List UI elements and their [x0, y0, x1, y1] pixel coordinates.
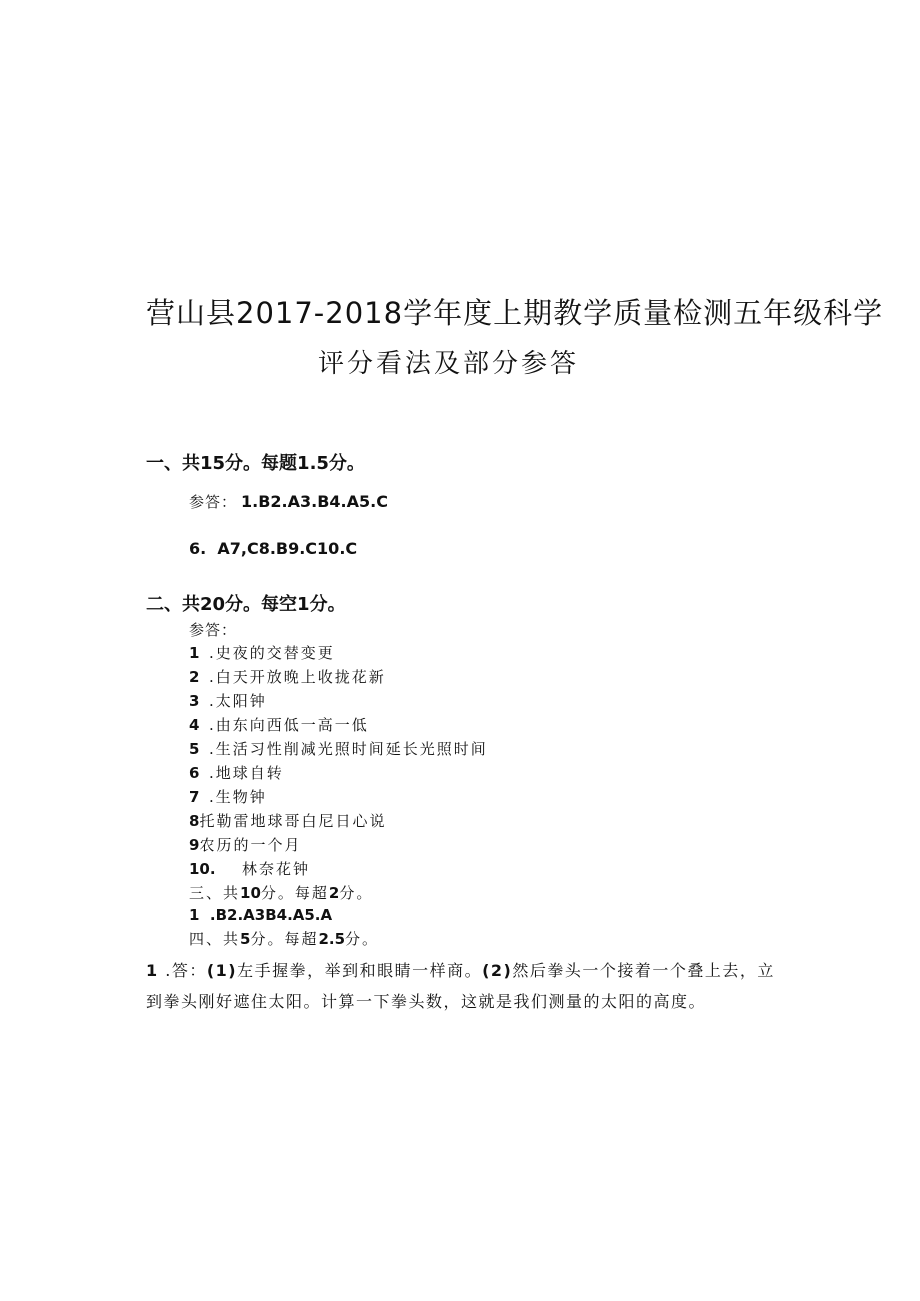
- item-number: 7: [189, 788, 200, 806]
- section4-answer-line1: [146, 958, 775, 981]
- list-item: [189, 642, 335, 663]
- section1-answers-text-1: 1.B2.A3.B4.A5.C: [241, 492, 388, 511]
- section4-heading: [189, 928, 379, 949]
- list-item: [189, 762, 284, 783]
- list-item: [189, 858, 310, 879]
- item-number: 2: [189, 668, 200, 686]
- item-text: .生活习性削减光照时间延长光照时间: [209, 740, 488, 758]
- item-number: 10.: [189, 860, 216, 878]
- section3-heading-prefix: 三、共: [189, 884, 241, 902]
- list-item: [189, 738, 488, 759]
- item-number: 5: [189, 740, 200, 758]
- section1-heading: 一、共15分。每题1.5分。: [146, 453, 365, 474]
- step2-text: 然后拳头一个接着一个叠上去，立: [512, 961, 775, 980]
- section4-heading-mid: 分。每超: [250, 930, 319, 948]
- section4-heading-points: 5: [240, 930, 251, 948]
- section4-answer-number: 1: [146, 961, 159, 980]
- item-text: 林奈花钟: [242, 860, 311, 878]
- section3-heading: [189, 882, 373, 903]
- item-number: 4: [189, 716, 200, 734]
- section1-answers-row1: [189, 491, 388, 512]
- section4-heading-suffix: 分。: [345, 930, 380, 948]
- list-item: [189, 690, 267, 711]
- item-text: .史夜的交替变更: [209, 644, 335, 662]
- item-text: .太阳钟: [209, 692, 267, 710]
- section4-answer-label: .答：: [158, 961, 207, 980]
- page-title: 营山县2017-2018学年度上期教学质量检测五年级科学: [146, 296, 884, 330]
- list-item: [189, 714, 369, 735]
- section2-answer-label: 参答：: [189, 621, 238, 639]
- section3-answers: 1 .B2.A3B4.A5.A: [189, 906, 333, 924]
- list-item: [189, 834, 301, 855]
- section3-heading-points: 10: [240, 884, 261, 902]
- item-number: 6: [189, 764, 200, 782]
- list-item: [189, 786, 267, 807]
- section3-heading-mid: 分。每超: [260, 884, 329, 902]
- item-text: .由东向西低一高一低: [209, 716, 369, 734]
- item-number: 8: [189, 812, 200, 830]
- section3-heading-each: 2: [328, 884, 340, 902]
- section1-answer-label: 参答：: [189, 493, 238, 511]
- list-item: [189, 810, 386, 831]
- step1-text: 左手握拳，举到和眼睛一样商。: [237, 961, 483, 980]
- item-text: .生物钟: [209, 788, 267, 806]
- item-text: .白天开放晚上收拢花新: [209, 668, 386, 686]
- list-item: [189, 666, 386, 687]
- section3-heading-suffix: 分。: [339, 884, 374, 902]
- section4-answer-line2: 到拳头刚好遮住太阳。计算一下拳头数，这就是我们测量的太阳的高度。: [146, 992, 707, 1011]
- item-text: .地球自转: [209, 764, 284, 782]
- section1-answers-row2: 6. A7,C8.B9.C10.C: [189, 539, 358, 558]
- step2-marker: (2): [482, 961, 513, 980]
- item-text: 农历的一个月: [199, 836, 302, 854]
- item-number: 1: [189, 644, 200, 662]
- step1-marker: (1): [206, 961, 238, 980]
- section4-heading-prefix: 四、共: [189, 930, 241, 948]
- section2-heading: 二、共20分。每空1分。: [146, 594, 346, 615]
- item-number: 9: [189, 836, 200, 854]
- item-text: 托勒雷地球哥白尼日心说: [199, 812, 387, 830]
- item-number: 3: [189, 692, 200, 710]
- page-subtitle: 评分看法及部分参答: [318, 349, 580, 379]
- section4-heading-each: 2.5: [318, 930, 346, 948]
